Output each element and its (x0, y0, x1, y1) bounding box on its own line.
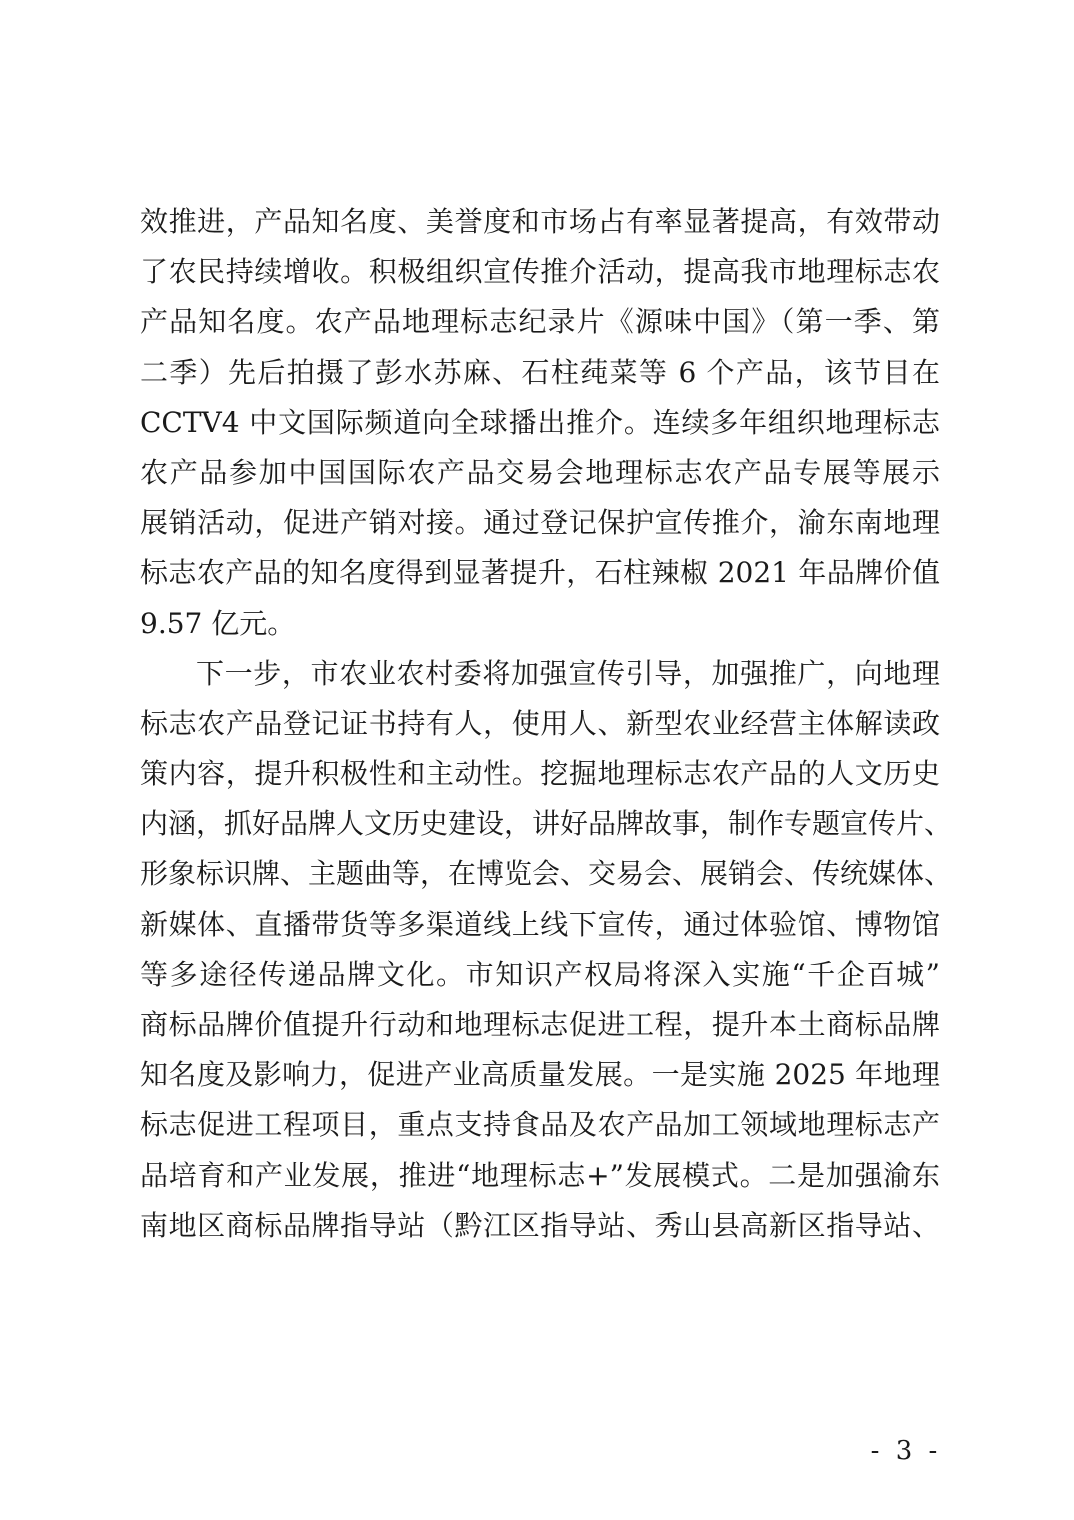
text-line: 标志农产品登记证书持有人，使用人、新型农业经营主体解读政 (140, 706, 940, 740)
text-line: CCTV4 中文国际频道向全球播出推介。连续多年组织地理标志 (140, 405, 940, 439)
text-line: 效推进，产品知名度、美誉度和市场占有率显著提高，有效带动 (140, 205, 940, 238)
body-text (140, 197, 953, 1251)
text-line: 形象标识牌、主题曲等，在博览会、交易会、展销会、传统媒体、 (140, 857, 953, 891)
text-line: 内涵，抓好品牌人文历史建设，讲好品牌故事，制作专题宣传片、 (140, 807, 953, 841)
paragraph-1 (140, 197, 940, 649)
text-line: 产品知名度。农产品地理标志纪录片《源味中国》（第一季、第 (140, 305, 940, 339)
text-line: 品培育和产业发展，推进“地理标志+”发展模式。二是加强渝东 (140, 1158, 940, 1192)
text-line: 商标品牌价值提升行动和地理标志促进工程，提升本土商标品牌 (140, 1008, 940, 1041)
text-line: 9.57 亿元。 (140, 606, 296, 640)
page-number: - 3 - (870, 1436, 942, 1466)
paragraph-2 (140, 649, 953, 1251)
text-line: 农产品参加中国国际农产品交易会地理标志农产品专展等展示 (140, 455, 940, 489)
text-line: 等多途径传递品牌文化。市知识产权局将深入实施“千企百城” (140, 957, 940, 991)
text-line: 下一步，市农业农村委将加强宣传引导，加强推广，向地理 (196, 656, 940, 690)
text-line: 新媒体、直播带货等多渠道线上线下宣传，通过体验馆、博物馆 (140, 907, 940, 941)
text-line: 知名度及影响力，促进产业高质量发展。一是实施 2025 年地理 (140, 1058, 940, 1092)
text-line: 了农民持续增收。积极组织宣传推介活动，提高我市地理标志农 (140, 255, 940, 289)
text-line: 标志农产品的知名度得到显著提升，石柱辣椒 2021 年品牌价值 (140, 556, 940, 590)
text-line: 策内容，提升积极性和主动性。挖掘地理标志农产品的人文历史 (140, 757, 940, 791)
text-line: 展销活动，促进产销对接。通过登记保护宣传推介，渝东南地理 (140, 506, 940, 540)
text-line: 标志促进工程项目，重点支持食品及农产品加工领域地理标志产 (140, 1108, 940, 1142)
text-line: 南地区商标品牌指导站（黔江区指导站、秀山县高新区指导站、 (140, 1208, 940, 1242)
text-line: 二季）先后拍摄了彭水苏麻、石柱莼菜等 6 个产品，该节目在 (140, 355, 940, 389)
